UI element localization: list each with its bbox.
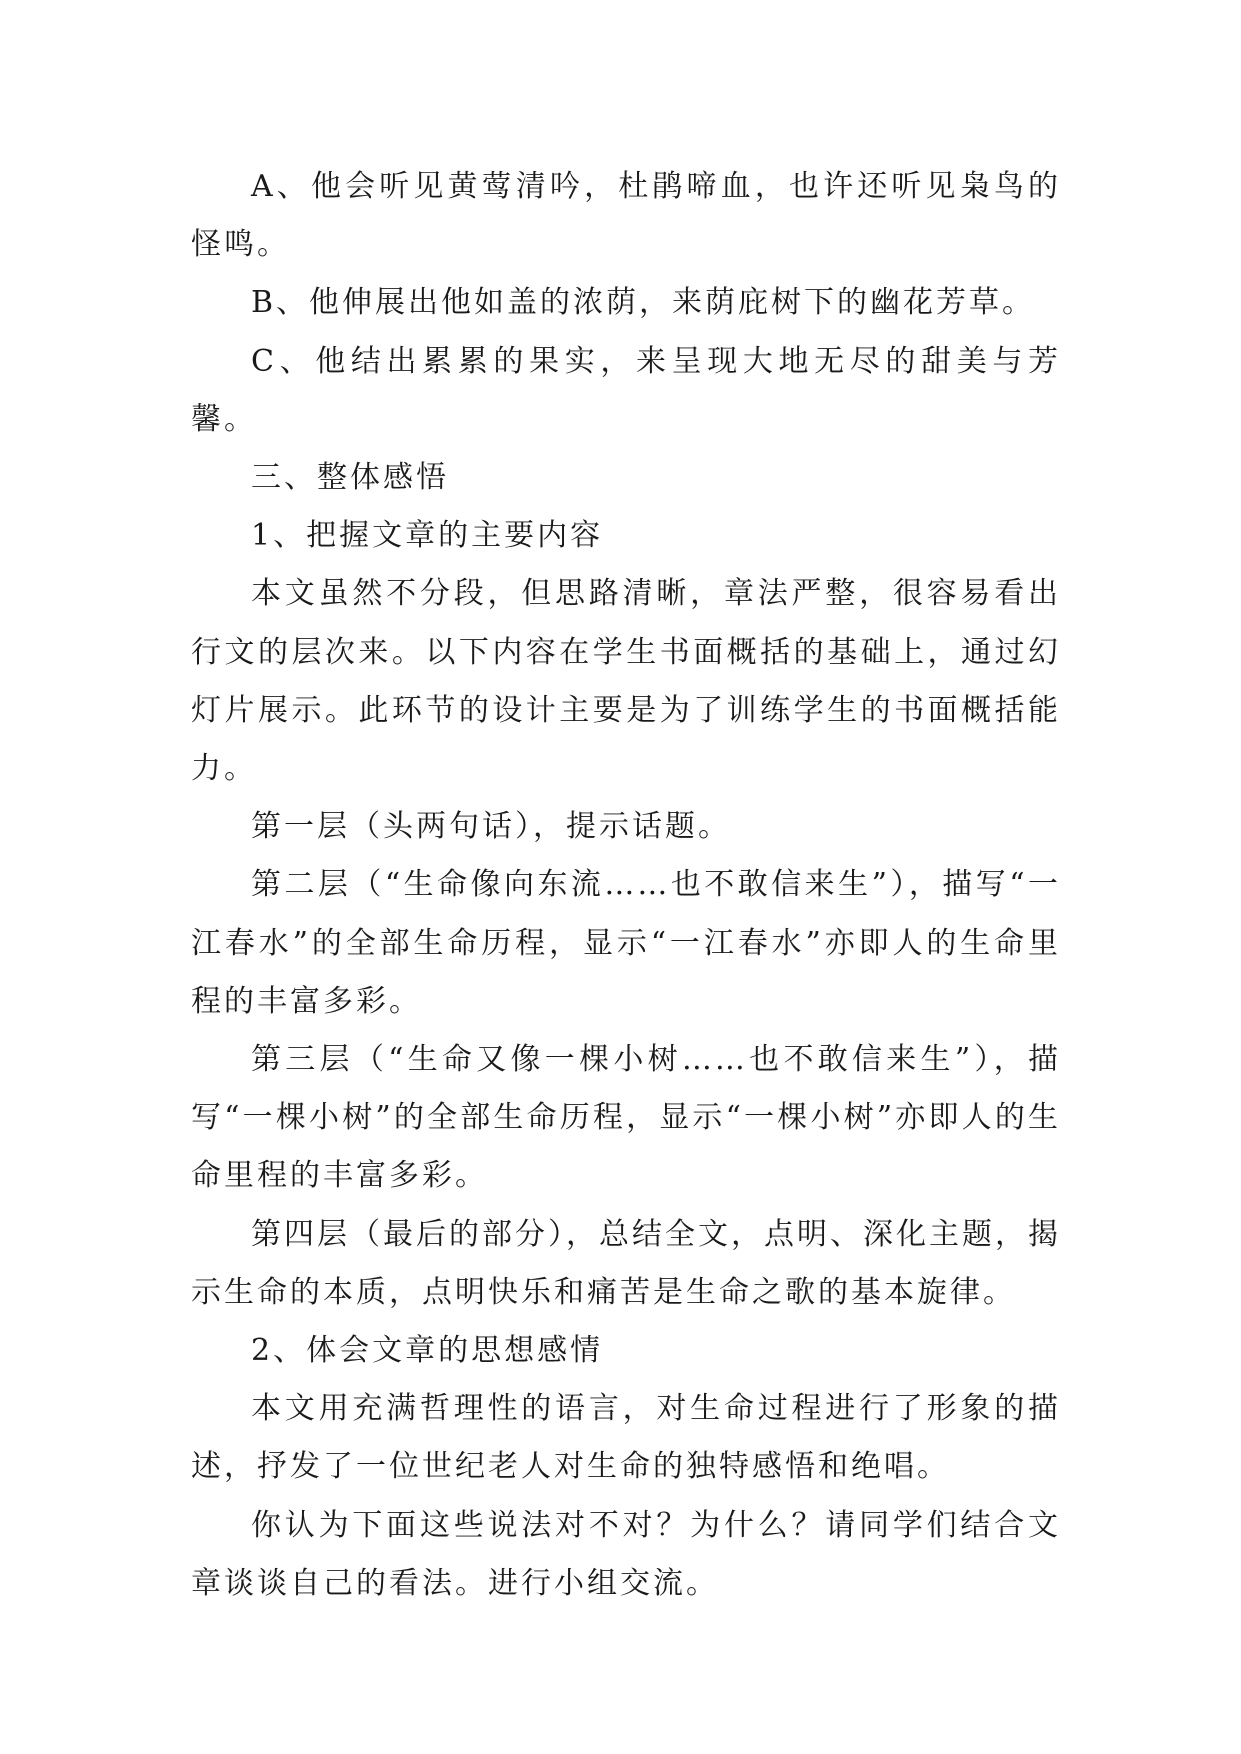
layer-four-paragraph: 第四层（最后的部分），总结全文，点明、深化主题，揭示生命的本质，点明快乐和痛苦是生命之歌的基本旋律。	[191, 1216, 1061, 1310]
layer-two-paragraph: 第二层（“生命像向东流……也不敢信来生”），描写“一江春水”的全部生命历程，显示“一江春水”亦即人的生命里程的丰富多彩。	[191, 867, 1061, 1019]
body-paragraph: 本文虽然不分段，但思路清晰，章法严整，很容易看出行文的层次来。以下内容在学生书面概括的基础上，通过幻灯片展示。此环节的设计主要是为了训练学生的书面概括能力。	[191, 576, 1061, 787]
section-heading-overall-perception: 三、整体感悟	[251, 460, 449, 496]
option-a-paragraph: A、他会听见黄莺清吟，杜鹃啼血，也许还听见枭鸟的怪鸣。	[191, 169, 1061, 263]
option-c-paragraph: C、他结出累累的果实，来呈现大地无尽的甜美与芳馨。	[191, 343, 1061, 437]
body-paragraph: 本文用充满哲理性的语言，对生命过程进行了形象的描述，抒发了一位世纪老人对生命的独特感悟和绝唱。	[191, 1391, 1061, 1485]
subheading-thoughts-feelings: 2、体会文章的思想感情	[251, 1333, 604, 1369]
layer-one-paragraph: 第一层（头两句话），提示话题。	[251, 809, 731, 845]
discussion-prompt-paragraph: 你认为下面这些说法对不对？为什么？请同学们结合文章谈谈自己的看法。进行小组交流。	[191, 1507, 1061, 1601]
document-body	[191, 158, 1061, 1613]
layer-three-paragraph: 第三层（“生命又像一棵小树……也不敢信来生”），描写“一棵小树”的全部生命历程，显示“一棵小树”亦即人的生命里程的丰富多彩。	[191, 1042, 1061, 1194]
option-b-paragraph: B、他伸展出他如盖的浓荫，来荫庇树下的幽花芳草。	[251, 285, 1036, 321]
subheading-main-content: 1、把握文章的主要内容	[251, 518, 604, 554]
